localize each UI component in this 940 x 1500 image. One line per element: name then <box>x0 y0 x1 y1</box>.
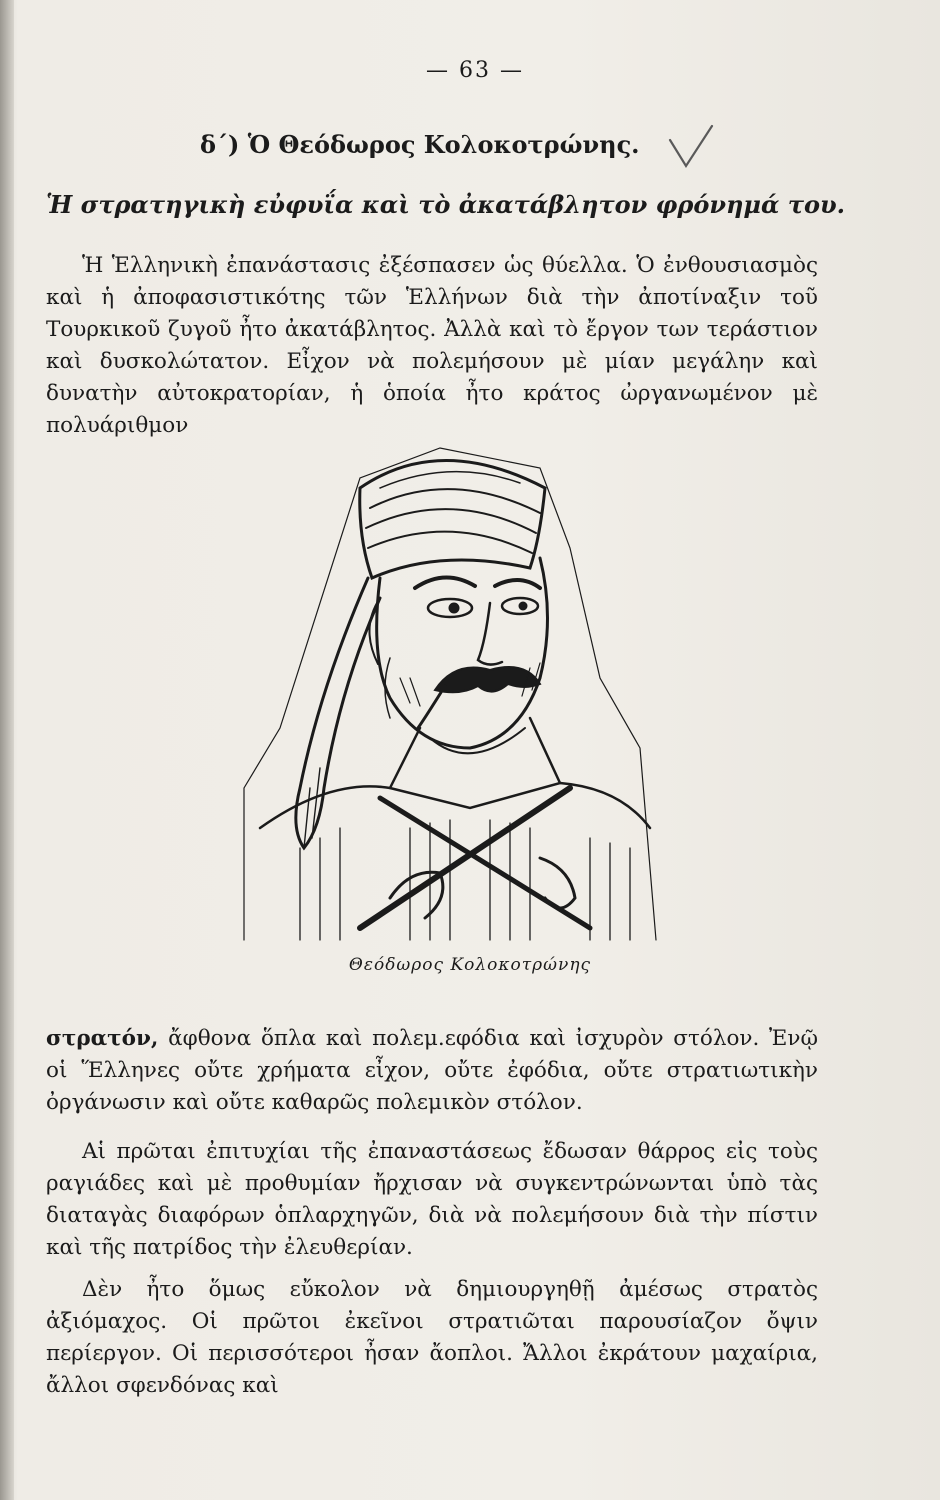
section-subtitle: Ἡ στρατηγικὴ εὐφυΐα καὶ τὸ ἀκατάβλητον φρόνημά του. <box>46 190 845 219</box>
paragraph-2-first-word: στρατόν, <box>46 1026 159 1051</box>
handwritten-checkmark-icon <box>668 122 716 172</box>
kolokotronis-portrait <box>240 428 660 948</box>
portrait-caption: Θεόδωρος Κολοκοτρώνης <box>348 955 592 975</box>
paragraph-3: Αἱ πρῶται ἐπιτυχίαι τῆς ἐπαναστάσεως ἔδωσαν θάρρος εἰς τοὺς ραγιάδες καὶ μὲ προθυμίαν ἤρχισαν νὰ συγκεντρώνωνται ὑπὸ τὰς διαταγὰς διαφόρων ὁπλαρχηγῶν, διὰ νὰ πολεμήσουν διὰ τὴν πίστιν καὶ τῆς πατρίδος τὴν ἐλευθερίαν. <box>46 1139 818 1260</box>
paragraph-2 <box>46 1023 818 1119</box>
paragraph-1: Ἡ Ἑλληνικὴ ἐπανάστασις ἐξέσπασεν ὡς θύελλα. Ὁ ἐνθουσιασμὸς καὶ ἡ ἀποφασιστικότης τῶν Ἑλλήνων διὰ τὴν ἀποτίναξιν τοῦ Τουρκικοῦ ζυγοῦ ἦτο ἀκατάβλητος. Ἀλλὰ καὶ τὸ ἔργον των τεράστιον καὶ δυσκολώτατον. Εἶχον νὰ πολεμήσουν μὲ μίαν μεγάλην καὶ δυνατὴν αὐτοκρατορίαν, ἡ ὁποία ἦτο κράτος ὠργανωμένον μὲ πολυάριθμον <box>46 253 818 438</box>
paragraph-2-text: ἄφθονα ὅπλα καὶ πολεμ.εφόδια καὶ ἰσχυρὸν στόλον. Ἐνῷ οἱ Ἕλληνες οὔτε χρήματα εἶχον, οὔτε ἐφόδια, οὔτε στρατιωτικὴν ὀργάνωσιν καὶ οὔτε καθαρῶς πολεμικὸν στόλον. <box>46 1026 818 1115</box>
section-title: δ΄) Ὁ Θεόδωρος Κολοκοτρώνης. <box>200 130 640 159</box>
paragraph-4: Δὲν ἦτο ὅμως εὔκολον νὰ δημιουργηθῇ ἀμέσως στρατὸς ἀξιόμαχος. Οἱ πρῶτοι ἐκεῖνοι στρατιῶται παρουσίαζον ὄψιν περίεργον. Οἱ περισσότεροι ἦσαν ἄοπλοι. Ἄλλοι ἐκράτουν μαχαίρια, ἄλλοι σφενδόνας καὶ <box>46 1277 818 1398</box>
page-number: — 63 — <box>426 58 524 83</box>
page-gutter <box>0 0 14 1500</box>
